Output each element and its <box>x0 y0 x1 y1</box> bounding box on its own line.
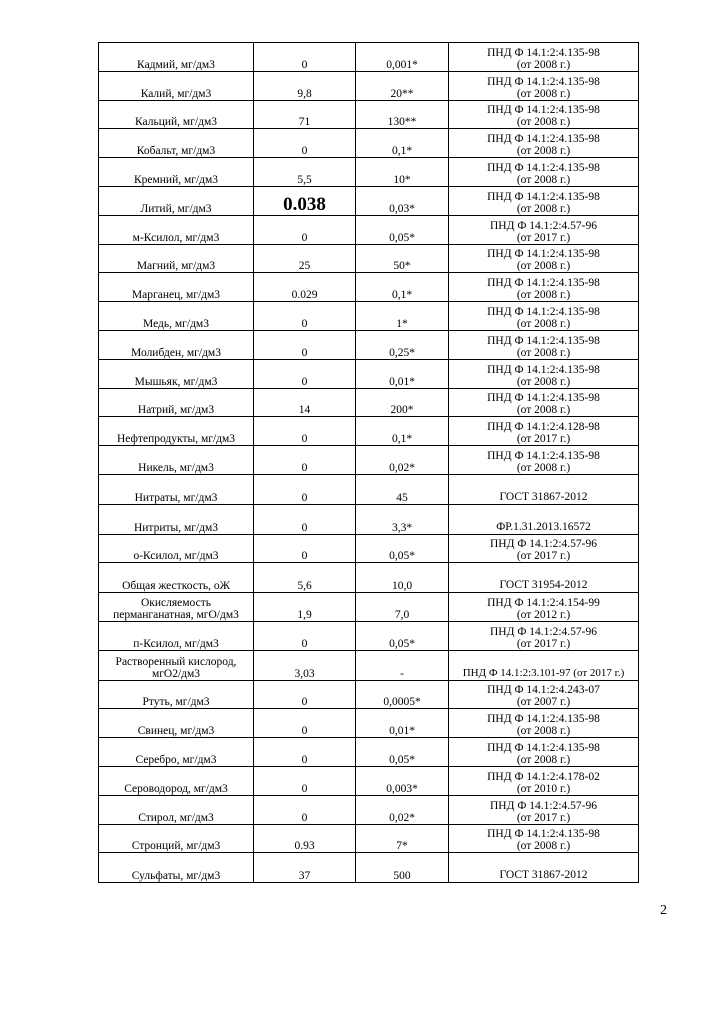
indicator-name-cell <box>99 388 254 417</box>
indicator-name-cell <box>99 563 254 593</box>
indicator-name: Никель, мг/дм3 <box>138 461 214 474</box>
table-row <box>99 621 639 650</box>
indicator-name-cell <box>99 766 254 795</box>
indicator-name-cell <box>99 680 254 709</box>
norm-value: 0,05* <box>356 621 449 650</box>
indicator-name-cell <box>99 738 254 767</box>
norm-value: 45 <box>356 474 449 504</box>
indicator-name: Молибден, мг/дм3 <box>131 346 221 359</box>
method-cell <box>449 766 639 795</box>
result-value: 0.038 <box>254 186 356 215</box>
method-reference: (от 2017 г.) <box>516 433 571 446</box>
result-value: 0 <box>254 215 356 244</box>
result-value: 0 <box>254 43 356 72</box>
norm-value: 0,05* <box>356 738 449 767</box>
method-reference: (от 2008 г.) <box>516 116 571 129</box>
method-reference: ПНД Ф 14.1:2:4.135-98 <box>487 104 600 117</box>
method-cell <box>449 129 639 158</box>
method-cell <box>449 215 639 244</box>
method-reference: ПНД Ф 14.1:2:4.135-98 <box>487 75 600 88</box>
norm-value: 0,001* <box>356 43 449 72</box>
indicator-name-cell <box>99 186 254 215</box>
norm-value: 0,03* <box>356 186 449 215</box>
indicator-name-cell <box>99 302 254 331</box>
method-cell <box>449 795 639 824</box>
method-reference: (от 2008 г.) <box>516 145 571 158</box>
norm-value: 0,02* <box>356 795 449 824</box>
method-cell <box>449 474 639 504</box>
method-reference: ПНД Ф 14.1:2:4.135-98 <box>487 305 600 318</box>
norm-value: 0,003* <box>356 766 449 795</box>
indicator-name-cell <box>99 215 254 244</box>
method-reference: ПНД Ф 14.1:2:4.135-98 <box>487 828 600 841</box>
indicator-name-cell <box>99 534 254 563</box>
norm-value: 10,0 <box>356 563 449 593</box>
method-reference: (от 2007 г.) <box>516 696 571 709</box>
result-value: 0 <box>254 302 356 331</box>
method-reference: (от 2008 г.) <box>516 173 571 186</box>
method-reference: ПНД Ф 14.1:2:4.178-02 <box>487 770 600 783</box>
indicator-name: Общая жесткость, оЖ <box>122 580 230 593</box>
method-reference: ПНД Ф 14.1:2:4.135-98 <box>487 46 600 59</box>
table-row <box>99 302 639 331</box>
method-reference: ПНД Ф 14.1:2:3.101-97 (от 2017 г.) <box>462 666 625 679</box>
result-value: 0 <box>254 504 356 534</box>
result-value: 37 <box>254 853 356 883</box>
indicator-name-cell <box>99 824 254 853</box>
result-value: 0 <box>254 534 356 563</box>
method-reference: (от 2008 г.) <box>516 753 571 766</box>
method-reference: (от 2008 г.) <box>516 202 571 215</box>
indicator-name: Нитриты, мг/дм3 <box>133 521 219 534</box>
result-value: 0 <box>254 330 356 359</box>
indicator-name: Магний, мг/дм3 <box>136 260 216 273</box>
norm-value: 7* <box>356 824 449 853</box>
method-cell <box>449 621 639 650</box>
result-value: 25 <box>254 244 356 273</box>
result-value: 0 <box>254 738 356 767</box>
result-value: 0 <box>254 474 356 504</box>
indicator-name: м-Ксилол, мг/дм3 <box>132 231 220 244</box>
indicator-name-cell <box>99 71 254 100</box>
indicator-name-cell <box>99 474 254 504</box>
method-reference: (от 2017 г.) <box>516 231 571 244</box>
result-value: 9,8 <box>254 71 356 100</box>
indicator-name: Ртуть, мг/дм3 <box>142 696 210 709</box>
table-row <box>99 563 639 593</box>
table-row <box>99 593 639 622</box>
method-reference: ПНД Ф 14.1:2:4.135-98 <box>487 741 600 754</box>
norm-value: - <box>356 650 449 680</box>
method-reference: ПНД Ф 14.1:2:4.57-96 <box>489 219 597 232</box>
indicator-name-cell <box>99 650 254 680</box>
norm-value: 10* <box>356 158 449 187</box>
indicator-name: Литий, мг/дм3 <box>140 202 212 215</box>
norm-value: 0,0005* <box>356 680 449 709</box>
indicator-name: Нефтепродукты, мг/дм3 <box>116 433 236 446</box>
table-row <box>99 504 639 534</box>
method-reference: ПНД Ф 14.1:2:4.128-98 <box>487 421 600 434</box>
norm-value: 0,02* <box>356 446 449 475</box>
table-row <box>99 824 639 853</box>
indicator-name: Нитраты, мг/дм3 <box>134 491 218 504</box>
method-reference: (от 2008 г.) <box>516 260 571 273</box>
table-row <box>99 388 639 417</box>
result-value: 0 <box>254 446 356 475</box>
indicator-name: Сероводород, мг/дм3 <box>124 782 228 795</box>
indicator-name: Растворенный кислород, <box>115 655 237 668</box>
result-value: 0.029 <box>254 273 356 302</box>
indicator-name: Кобальт, мг/дм3 <box>136 145 216 158</box>
table-row <box>99 680 639 709</box>
norm-value: 0,01* <box>356 359 449 388</box>
method-reference: (от 2010 г.) <box>516 782 571 795</box>
results-table-body <box>99 43 639 883</box>
table-row <box>99 129 639 158</box>
result-value: 3,03 <box>254 650 356 680</box>
method-reference: ПНД Ф 14.1:2:4.135-98 <box>487 392 600 405</box>
method-reference: (от 2008 г.) <box>516 346 571 359</box>
indicator-name-cell <box>99 330 254 359</box>
indicator-name-cell <box>99 129 254 158</box>
result-value: 71 <box>254 100 356 129</box>
method-cell <box>449 359 639 388</box>
table-row <box>99 71 639 100</box>
result-value: 0 <box>254 680 356 709</box>
table-row <box>99 273 639 302</box>
method-reference: (от 2008 г.) <box>516 58 571 71</box>
method-cell <box>449 388 639 417</box>
page-number: 2 <box>660 903 667 918</box>
method-reference: (от 2017 г.) <box>516 637 571 650</box>
result-value: 0 <box>254 766 356 795</box>
table-row <box>99 244 639 273</box>
method-reference: (от 2012 г.) <box>516 608 571 621</box>
indicator-name: перманганатная, мгО/дм3 <box>113 608 239 621</box>
method-reference: ГОСТ 31867-2012 <box>499 490 588 503</box>
result-value: 5,6 <box>254 563 356 593</box>
method-reference: ГОСТ 31954-2012 <box>499 579 588 592</box>
method-reference: ПНД Ф 14.1:2:4.243-07 <box>487 684 600 697</box>
method-reference: ФР.1.31.2013.16572 <box>496 520 591 533</box>
table-row <box>99 766 639 795</box>
indicator-name: мгО2/дм3 <box>151 667 201 680</box>
table-row <box>99 474 639 504</box>
indicator-name-cell <box>99 273 254 302</box>
method-reference: (от 2008 г.) <box>516 375 571 388</box>
method-reference: (от 2017 г.) <box>516 811 571 824</box>
results-table <box>98 42 639 883</box>
indicator-name-cell <box>99 359 254 388</box>
table-row <box>99 709 639 738</box>
method-reference: ПНД Ф 14.1:2:4.135-98 <box>487 713 600 726</box>
method-reference: ПНД Ф 14.1:2:4.57-96 <box>489 538 597 551</box>
method-reference: (от 2017 г.) <box>516 550 571 563</box>
indicator-name-cell <box>99 158 254 187</box>
method-reference: (от 2008 г.) <box>516 461 571 474</box>
method-cell <box>449 593 639 622</box>
indicator-name: Калий, мг/дм3 <box>140 87 212 100</box>
method-reference: ПНД Ф 14.1:2:4.135-98 <box>487 248 600 261</box>
method-reference: ПНД Ф 14.1:2:4.135-98 <box>487 363 600 376</box>
indicator-name: Сульфаты, мг/дм3 <box>131 870 221 883</box>
method-cell <box>449 330 639 359</box>
indicator-name: Серебро, мг/дм3 <box>135 753 217 766</box>
indicator-name-cell <box>99 709 254 738</box>
norm-value: 0,1* <box>356 129 449 158</box>
method-reference: ПНД Ф 14.1:2:4.135-98 <box>487 334 600 347</box>
norm-value: 200* <box>356 388 449 417</box>
indicator-name: Стронций, мг/дм3 <box>131 840 221 853</box>
method-reference: ПНД Ф 14.1:2:4.154-99 <box>487 596 600 609</box>
indicator-name: о-Ксилол, мг/дм3 <box>133 550 219 563</box>
result-value: 1,9 <box>254 593 356 622</box>
method-cell <box>449 709 639 738</box>
method-reference: ПНД Ф 14.1:2:4.135-98 <box>487 277 600 290</box>
norm-value: 500 <box>356 853 449 883</box>
method-cell <box>449 43 639 72</box>
method-cell <box>449 650 639 680</box>
method-cell <box>449 158 639 187</box>
method-reference: (от 2008 г.) <box>516 289 571 302</box>
indicator-name: Окисляемость <box>141 596 211 609</box>
norm-value: 7,0 <box>356 593 449 622</box>
norm-value: 0,05* <box>356 215 449 244</box>
method-cell <box>449 244 639 273</box>
norm-value: 0,1* <box>356 273 449 302</box>
norm-value: 0,1* <box>356 417 449 446</box>
method-reference: ПНД Ф 14.1:2:4.57-96 <box>489 625 597 638</box>
result-value: 14 <box>254 388 356 417</box>
method-cell <box>449 446 639 475</box>
table-row <box>99 158 639 187</box>
method-reference: ПНД Ф 14.1:2:4.135-98 <box>487 190 600 203</box>
method-reference: (от 2008 г.) <box>516 317 571 330</box>
indicator-name-cell <box>99 43 254 72</box>
indicator-name: Кальций, мг/дм3 <box>135 116 217 129</box>
indicator-name: Свинец, мг/дм3 <box>137 725 215 738</box>
norm-value: 130** <box>356 100 449 129</box>
table-row <box>99 186 639 215</box>
indicator-name-cell <box>99 244 254 273</box>
indicator-name-cell <box>99 100 254 129</box>
method-reference: (от 2008 г.) <box>516 404 571 417</box>
table-row <box>99 446 639 475</box>
method-cell <box>449 71 639 100</box>
norm-value: 20** <box>356 71 449 100</box>
method-cell <box>449 186 639 215</box>
indicator-name-cell <box>99 853 254 883</box>
norm-value: 3,3* <box>356 504 449 534</box>
indicator-name-cell <box>99 621 254 650</box>
table-row <box>99 417 639 446</box>
method-cell <box>449 100 639 129</box>
result-value: 0 <box>254 621 356 650</box>
table-row <box>99 650 639 680</box>
method-reference: (от 2008 г.) <box>516 725 571 738</box>
table-row <box>99 43 639 72</box>
method-reference: ПНД Ф 14.1:2:4.135-98 <box>487 161 600 174</box>
table-row <box>99 215 639 244</box>
method-reference: (от 2008 г.) <box>516 87 571 100</box>
result-value: 0 <box>254 795 356 824</box>
table-row <box>99 359 639 388</box>
method-reference: ПНД Ф 14.1:2:4.57-96 <box>489 799 597 812</box>
indicator-name-cell <box>99 446 254 475</box>
result-value: 0.93 <box>254 824 356 853</box>
table-row <box>99 534 639 563</box>
method-reference: ГОСТ 31867-2012 <box>499 869 588 882</box>
norm-value: 1* <box>356 302 449 331</box>
norm-value: 0,25* <box>356 330 449 359</box>
indicator-name: п-Ксилол, мг/дм3 <box>133 637 219 650</box>
indicator-name-cell <box>99 417 254 446</box>
method-reference: (от 2008 г.) <box>516 840 571 853</box>
indicator-name-cell <box>99 504 254 534</box>
method-reference: ПНД Ф 14.1:2:4.135-98 <box>487 449 600 462</box>
table-row <box>99 330 639 359</box>
method-cell <box>449 563 639 593</box>
table-row <box>99 853 639 883</box>
indicator-name: Кадмий, мг/дм3 <box>137 58 215 71</box>
result-value: 5,5 <box>254 158 356 187</box>
norm-value: 0,01* <box>356 709 449 738</box>
table-row <box>99 738 639 767</box>
method-cell <box>449 824 639 853</box>
method-cell <box>449 738 639 767</box>
method-cell <box>449 273 639 302</box>
indicator-name: Натрий, мг/дм3 <box>137 404 215 417</box>
method-cell <box>449 680 639 709</box>
table-row <box>99 100 639 129</box>
indicator-name-cell <box>99 593 254 622</box>
indicator-name: Медь, мг/дм3 <box>143 317 209 330</box>
norm-value: 0,05* <box>356 534 449 563</box>
indicator-name: Мышьяк, мг/дм3 <box>134 375 218 388</box>
norm-value: 50* <box>356 244 449 273</box>
indicator-name-cell <box>99 795 254 824</box>
method-reference: ПНД Ф 14.1:2:4.135-98 <box>487 133 600 146</box>
method-cell <box>449 302 639 331</box>
indicator-name: Стирол, мг/дм3 <box>138 811 214 824</box>
method-cell <box>449 417 639 446</box>
table-row <box>99 795 639 824</box>
method-cell <box>449 534 639 563</box>
result-value: 0 <box>254 129 356 158</box>
indicator-name: Марганец, мг/дм3 <box>131 289 221 302</box>
method-cell <box>449 504 639 534</box>
result-value: 0 <box>254 359 356 388</box>
result-value: 0 <box>254 709 356 738</box>
method-cell <box>449 853 639 883</box>
result-value: 0 <box>254 417 356 446</box>
indicator-name: Кремний, мг/дм3 <box>133 173 219 186</box>
